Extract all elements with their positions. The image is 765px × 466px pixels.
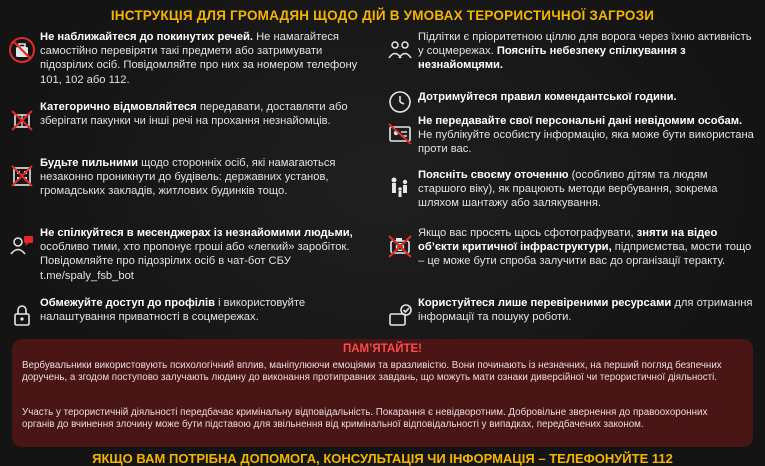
item-bold: Дотримуйтеся правил комендантської години.	[418, 91, 677, 103]
item-text: (особливо дітям та людям старшого віку), як працюють методи вербування, зокрема шляхом шантажу або залякування.	[418, 169, 718, 210]
item-bold: Поясніть небезпеку спілкування з незнайомцями.	[418, 45, 686, 72]
notice-paragraph: Вербувальники використовують психологічний вплив, маніпулюючи емоціями та вразливістю. Вони починають із незначних, на перший погляд безпечних доручень, а згодом поступово залучають людину до виконання протиправних завдань, що можуть мати ознаки диверсійної чи терористичної діяльності.	[22, 360, 722, 384]
notice-title: ПАМ’ЯТАЙТЕ!	[342, 343, 422, 355]
item-bold: Поясніть своєму оточенню	[418, 169, 569, 181]
item-text: щодо сторонніх осіб, які намагаються незаконно проникнути до будівель: державних установ, громадських закладів, житлових будинків тощо.	[40, 157, 336, 198]
item-bold: Будьте пильними	[40, 157, 139, 169]
no-camera-icon	[386, 232, 416, 262]
teens-icon	[386, 36, 416, 66]
item-bold: Обмежуйте доступ до профілів	[40, 297, 215, 309]
verified-icon	[386, 302, 416, 332]
item-bold: Категорично відмовляйтеся	[40, 101, 197, 113]
footer-banner: ЯКЩО ВАМ ПОТРІБНА ДОПОМОГА, КОНСУЛЬТАЦІЯ ЧИ ІНФОРМАЦІЯ – ТЕЛЕФОНУЙТЕ 112	[92, 451, 673, 466]
messenger-icon	[8, 232, 38, 262]
item-bold: Користуйтеся лише перевіреними ресурсами	[418, 297, 672, 309]
item-text: особливо тими, хто пропонує гроші або «легкий» заробіток. Повідомляйте про підозрілих осіб в чат-бот СБУ t.me/spaly_fsb_bot	[40, 241, 350, 282]
list-item	[386, 168, 758, 211]
family-icon	[386, 174, 416, 204]
item-pre: Якщо вас просять щось сфотографувати,	[418, 227, 637, 239]
notice-paragraph: Участь у терористичній діяльності передбачає кримінальну відповідальність. Покарання є невідворотним. Добровільне звернення до правоохоронних органів до вчинення злочину може бути підставою для звільнення від кримінальної відповідальності у випадках, передбачених законом.	[22, 407, 708, 431]
item-text: Не намагайтеся самостійно перевіряти такі предмети або затримувати підозрілих осіб. Повідомляйте про них за номером телефону 101, 102 або 112.	[40, 31, 358, 86]
id-card-icon	[386, 120, 416, 150]
notice-box	[12, 339, 753, 447]
item-text: для отримання інформації та пошуку роботи.	[418, 297, 753, 324]
list-item	[386, 114, 758, 157]
item-bold: зняти на відео об’єкти критичної інфраструктури,	[418, 227, 718, 254]
item-bold: Не передавайте свої персональні дані невідомим особам.	[418, 115, 743, 127]
building-icon	[8, 162, 38, 192]
list-item	[8, 100, 378, 136]
package-icon	[8, 106, 38, 136]
list-item	[386, 82, 758, 118]
item-bold: Не наближайтеся до покинутих речей.	[40, 31, 253, 43]
item-text: і використовуйте налаштування приватності в соцмережах.	[40, 297, 306, 324]
list-item	[8, 226, 378, 283]
list-item	[8, 296, 378, 332]
list-item	[386, 226, 758, 269]
item-text: Не публікуйте особисту інформацію, яка може бути використана проти вас.	[418, 129, 754, 156]
item-text: підприємства, мости тощо – це може бути спроба залучити вас до організації теракту.	[418, 241, 752, 268]
lock-icon	[8, 302, 38, 332]
list-item	[8, 156, 378, 199]
list-item	[386, 30, 758, 73]
list-item	[8, 30, 378, 87]
item-text: передавати, доставляти або зберігати пакунки чи інші речі на прохання незнайомців.	[40, 101, 348, 128]
item-bold: Не спілкуйтеся в месенджерах із незнайомими людьми,	[40, 227, 353, 239]
item-pre: Підлітки є пріоритетною ціллю для ворога через їхню активність у соцмережах.	[418, 31, 752, 58]
list-item	[386, 296, 758, 332]
page-title: ІНСТРУКЦІЯ ДЛЯ ГРОМАДЯН ЩОДО ДІЙ В УМОВАХ ТЕРОРИСТИЧНОЇ ЗАГРОЗИ	[110, 8, 655, 23]
suitcase-icon	[8, 36, 38, 66]
